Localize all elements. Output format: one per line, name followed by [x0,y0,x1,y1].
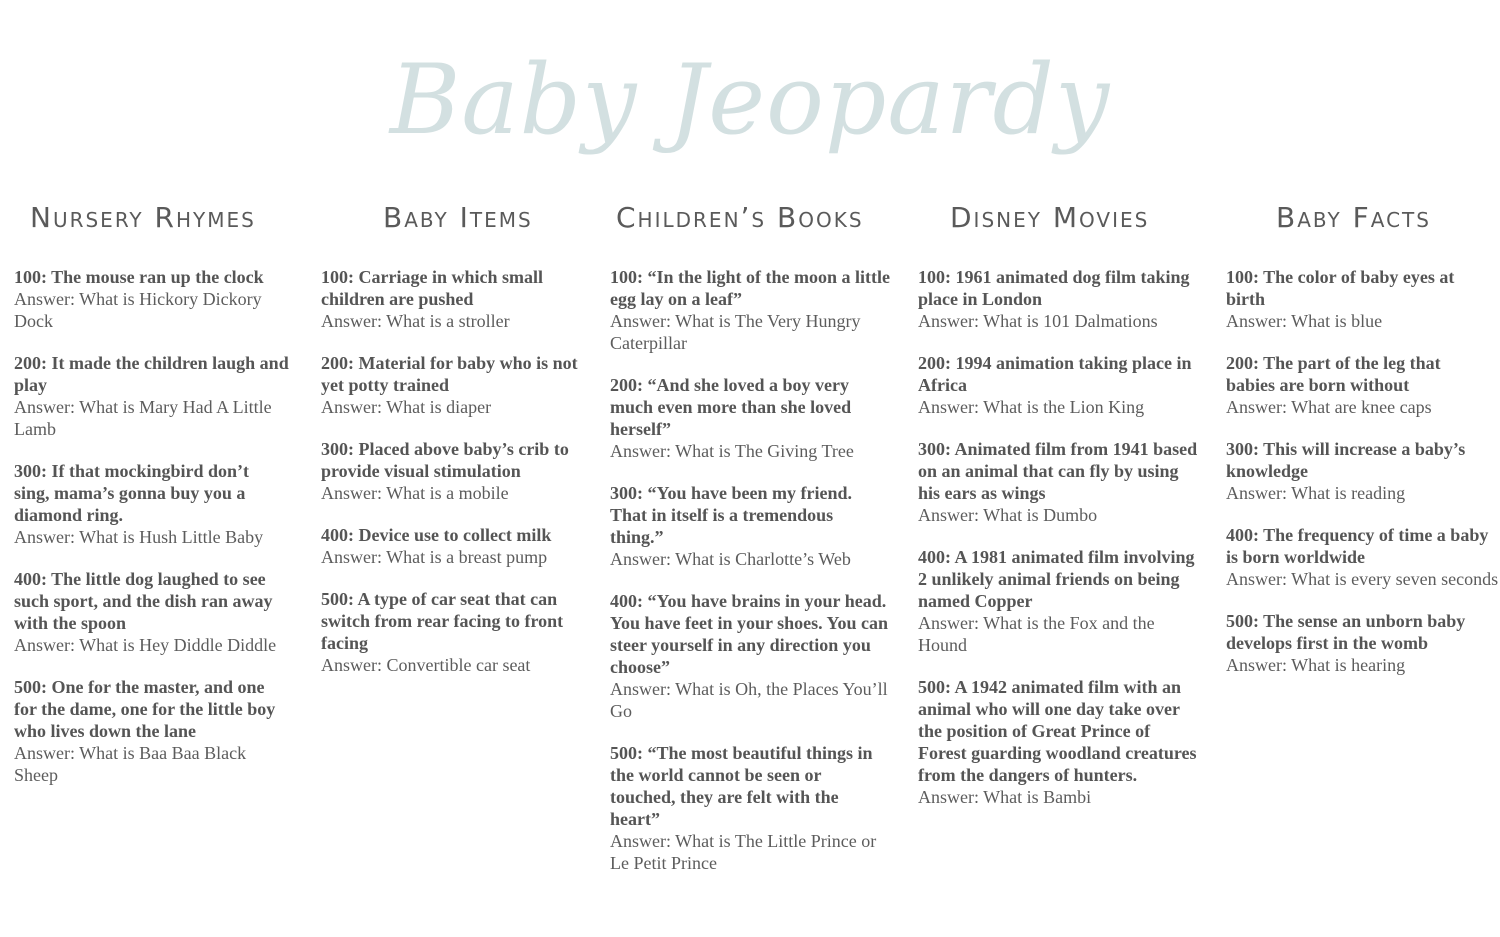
clue-item [1226,352,1494,418]
clue-question: 300: Placed above baby’s crib to provide visual stimulation [321,439,569,481]
clue-item [1226,266,1494,332]
clue-answer: Answer: What is Baa Baa Black Sheep [14,743,247,785]
clue-item [610,266,890,354]
clue-item [918,352,1198,418]
clue-question: 100: “In the light of the moon a little egg lay on a leaf” [610,267,890,309]
clue-question: 200: The part of the leg that babies are born without [1226,353,1441,395]
category-header: Baby Facts [1276,201,1431,234]
clue-item [610,590,890,722]
clue-item [321,266,589,332]
clue-question: 500: One for the master, and one for the dame, one for the little boy who lives down the lane [14,677,276,741]
clue-item [918,266,1198,332]
clue-question: 500: A 1942 animated film with an animal who will one day take over the position of Great Prince of Forest guarding woodland creatures from the dangers of hunters. [918,677,1197,785]
clue-question: 500: A type of car seat that can switch from rear facing to front facing [321,589,564,653]
clue-question: 400: “You have brains in your head. You have feet in your shoes. You can steer yourself in any direction you choose” [610,591,889,677]
clue-item [1226,610,1494,676]
clue-answer: Answer: What is the Lion King [918,397,1145,417]
category-header: Nursery Rhymes [30,201,256,234]
clue-question: 300: Animated film from 1941 based on an animal that can fly by using his ears as wings [918,439,1198,503]
clue-item [918,438,1198,526]
clue-answer: Answer: What is Hickory Dickory Dock [14,289,262,331]
clue-answer: Answer: Convertible car seat [321,655,531,675]
clue-question: 400: Device use to collect milk [321,525,552,545]
clue-answer: Answer: What is Bambi [918,787,1092,807]
clue-item [610,742,890,874]
clue-item [1226,438,1494,504]
clue-item [321,352,589,418]
clue-answer: Answer: What is a breast pump [321,547,548,567]
clue-question: 500: The sense an unborn baby develops first in the womb [1226,611,1466,653]
clue-item [918,546,1198,656]
clue-answer: Answer: What is Mary Had A Little Lamb [14,397,272,439]
clue-question: 300: If that mockingbird don’t sing, mama’s gonna buy you a diamond ring. [14,461,250,525]
clue-item [321,438,589,504]
clue-answer: Answer: What is Hey Diddle Diddle [14,635,277,655]
clue-answer: Answer: What is Dumbo [918,505,1098,525]
category-header: Children’s Books [616,201,864,234]
clue-item [321,588,589,676]
clue-item [321,524,589,568]
clue-question: 200: Material for baby who is not yet potty trained [321,353,578,395]
clue-item [14,568,289,656]
clue-item [918,676,1198,808]
clue-answer: Answer: What is Oh, the Places You’ll Go [610,679,888,721]
clue-answer: Answer: What is the Fox and the Hound [918,613,1155,655]
clue-item [610,374,890,462]
category-column-baby-items [321,196,589,696]
clue-answer: Answer: What is reading [1226,483,1406,503]
clue-answer: Answer: What is Charlotte’s Web [610,549,851,569]
clue-item [14,266,289,332]
clue-question: 100: Carriage in which small children are pushed [321,267,543,309]
category-column-childrens-books [610,196,890,894]
clue-answer: Answer: What is Hush Little Baby [14,527,264,547]
page-title: Baby Jeopardy [389,44,1111,156]
category-header: Baby Items [383,201,533,234]
clue-question: 100: The color of baby eyes at birth [1226,267,1455,309]
clue-answer: Answer: What is blue [1226,311,1383,331]
clue-question: 200: 1994 animation taking place in Africa [918,353,1192,395]
clue-answer: Answer: What is a stroller [321,311,510,331]
category-column-disney-movies [918,196,1198,828]
clue-answer: Answer: What is The Giving Tree [610,441,854,461]
clue-question: 100: The mouse ran up the clock [14,267,264,287]
clue-answer: Answer: What are knee caps [1226,397,1432,417]
clue-answer: Answer: What is every seven seconds [1226,569,1499,589]
clue-answer: Answer: What is a mobile [321,483,509,503]
clue-question: 500: “The most beautiful things in the world cannot be seen or touched, they are felt with the heart” [610,743,873,829]
clue-answer: Answer: What is The Very Hungry Caterpillar [610,311,861,353]
category-column-baby-facts [1226,196,1499,696]
clue-answer: Answer: What is The Little Prince or Le Petit Prince [610,831,877,873]
clue-question: 300: This will increase a baby’s knowledge [1226,439,1466,481]
clue-answer: Answer: What is diaper [321,397,492,417]
clue-question: 400: The frequency of time a baby is born worldwide [1226,525,1489,567]
clue-item [610,482,890,570]
clue-question: 100: 1961 animated dog film taking place in London [918,267,1190,309]
category-column-nursery-rhymes [14,196,289,806]
clue-item [14,676,289,786]
clue-item [14,460,289,548]
clue-item [1226,524,1499,590]
clue-answer: Answer: What is hearing [1226,655,1406,675]
clue-item [14,352,289,440]
category-header: Disney Movies [950,201,1150,234]
clue-question: 200: “And she loved a boy very much even more than she loved herself” [610,375,852,439]
clue-answer: Answer: What is 101 Dalmations [918,311,1158,331]
clue-question: 200: It made the children laugh and play [14,353,289,395]
clue-question: 400: The little dog laughed to see such sport, and the dish ran away with the spoon [14,569,273,633]
clue-question: 300: “You have been my friend. That in itself is a tremendous thing.” [610,483,852,547]
clue-question: 400: A 1981 animated film involving 2 unlikely animal friends on being named Copper [918,547,1195,611]
